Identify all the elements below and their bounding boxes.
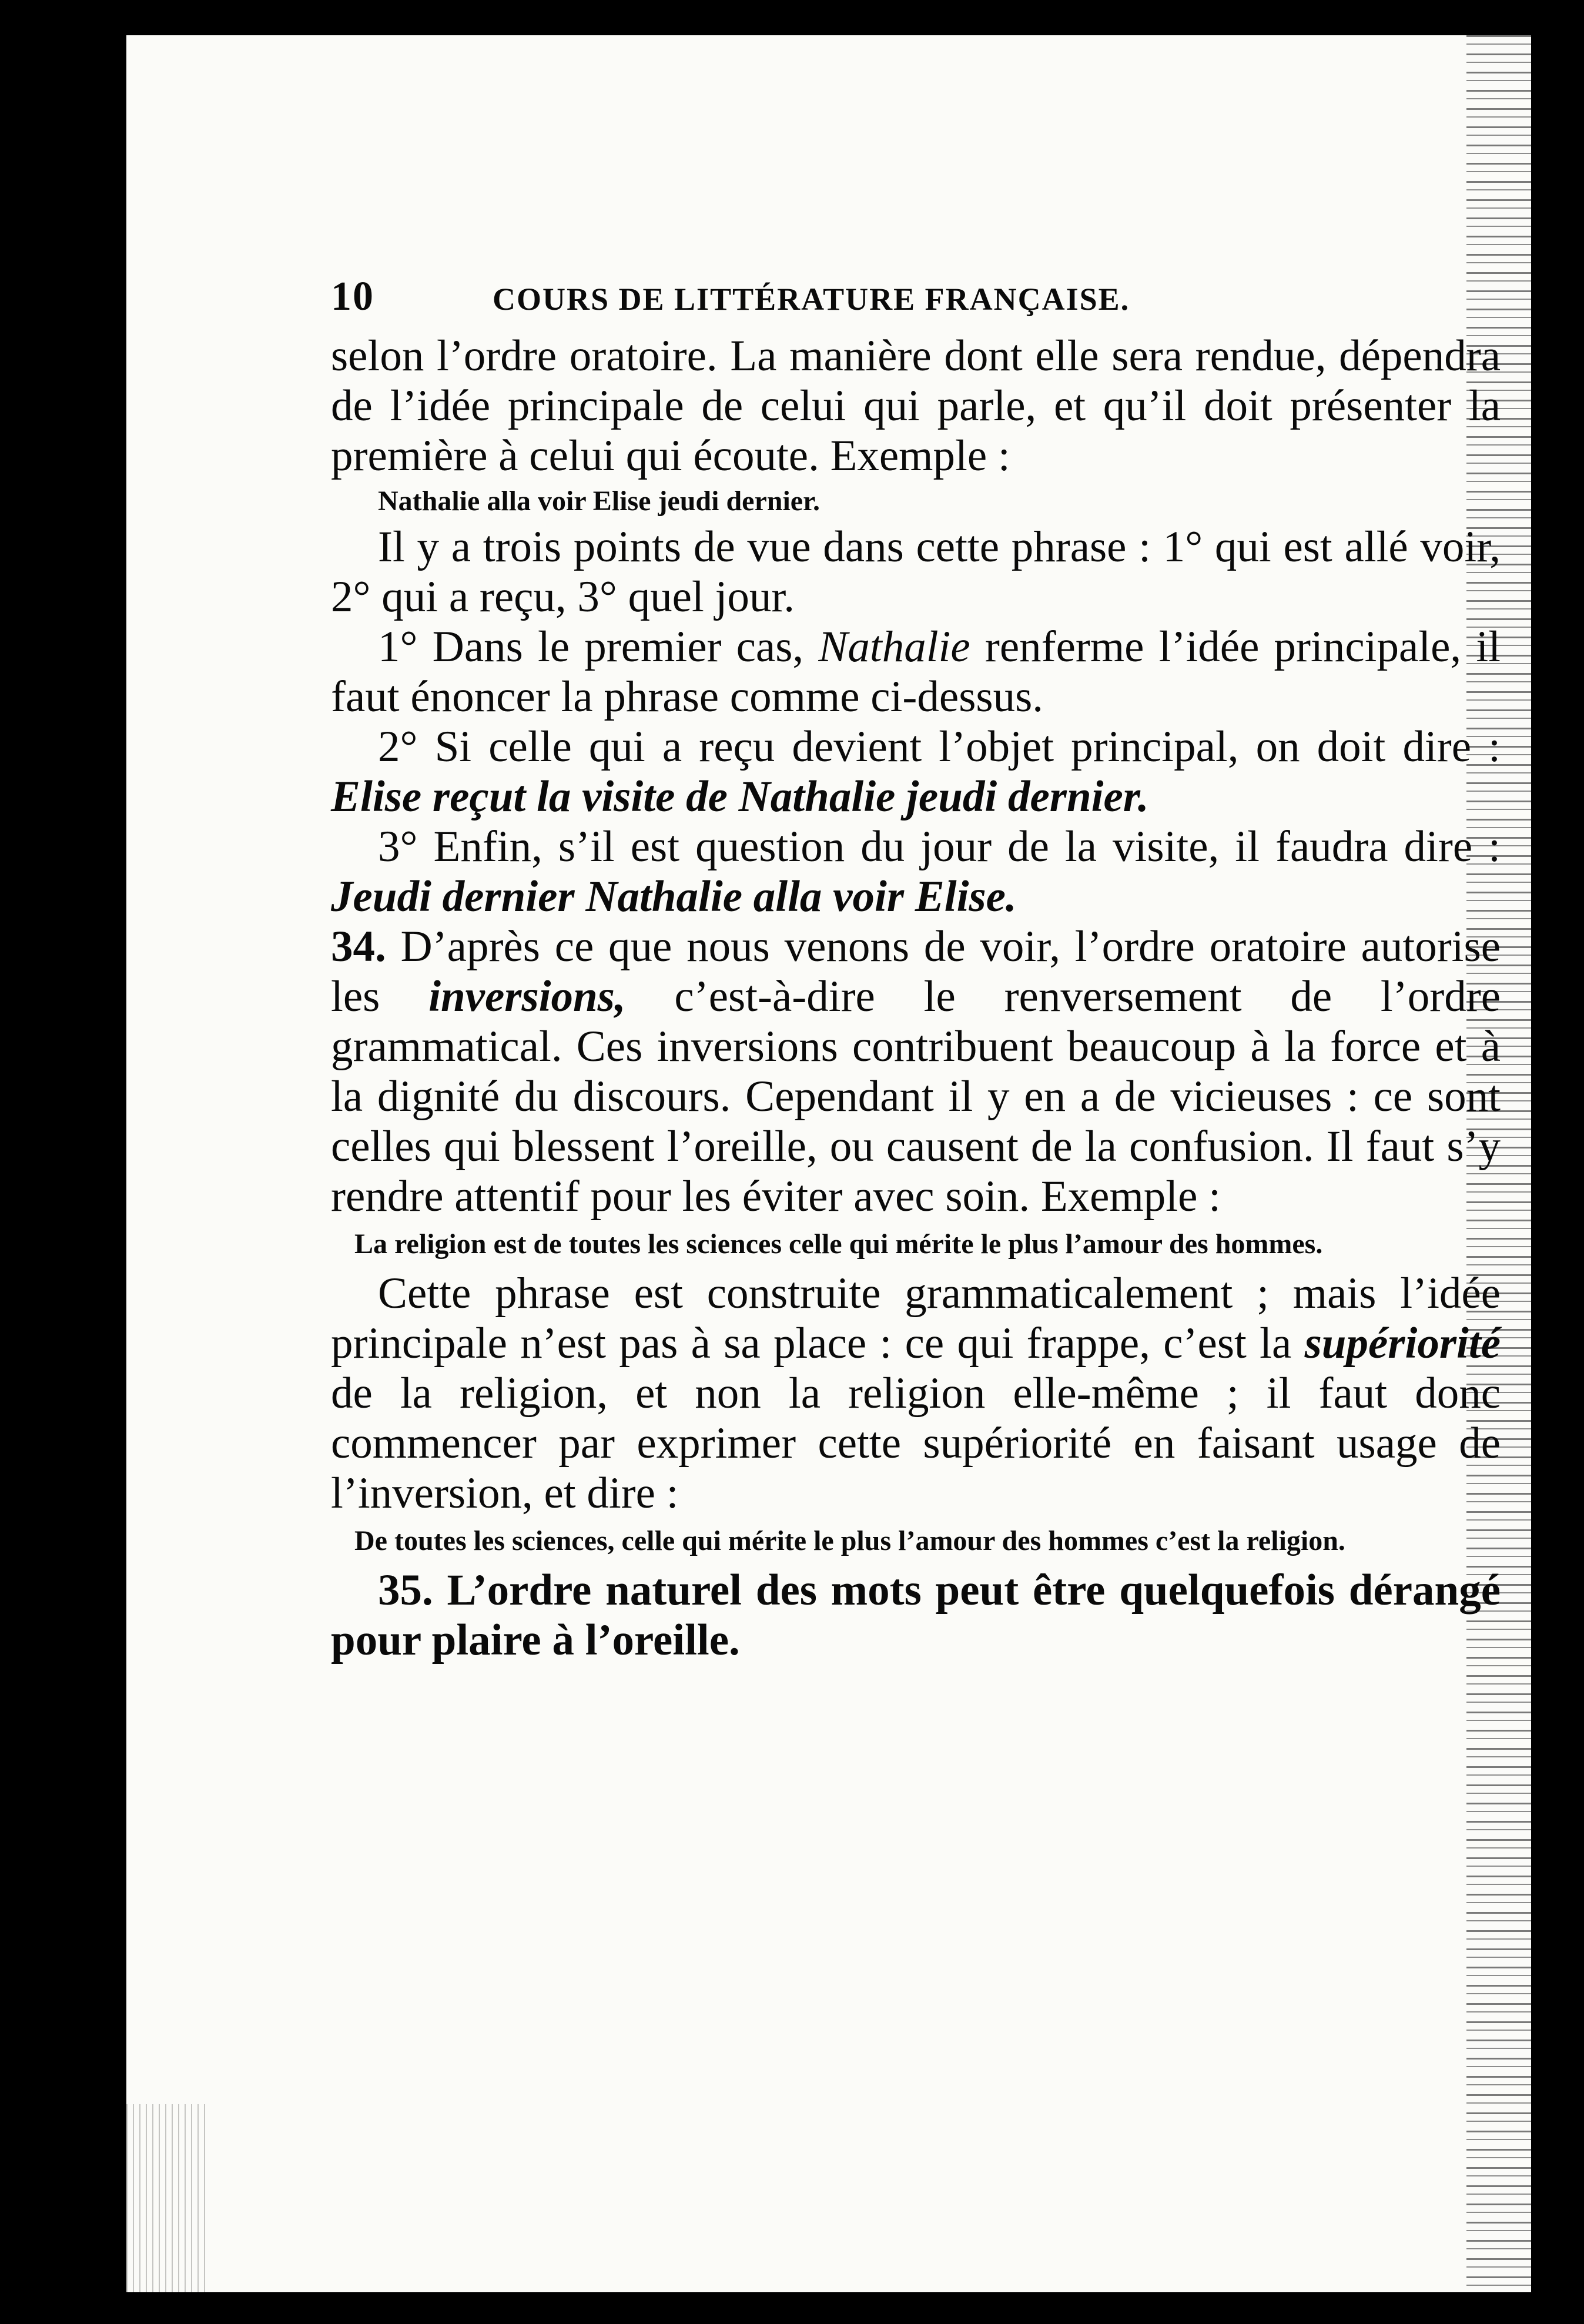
paragraph-1: selon l’ordre oratoire. La manière dont elle sera rendue, dépendra de l’idée principale de celui qui parle, et qu’il doit présenter la première à celui qui écoute. Exemple : xyxy=(331,331,1501,480)
paragraph-4-text: 2° Si celle qui a reçu devient l’objet principal, on doit dire : xyxy=(378,722,1501,771)
paragraph-7 xyxy=(331,1268,1501,1518)
paragraph-4 xyxy=(331,722,1501,822)
paragraph-6 xyxy=(331,922,1501,1221)
paragraph-3-text: 1° Dans le premier cas, xyxy=(378,622,819,671)
book-page xyxy=(126,35,1531,2292)
section-number-34: 34. xyxy=(331,922,386,971)
paragraph-6-text: D’après ce que nous venons de voir, l’ordre oratoire autorise les xyxy=(331,922,1501,1021)
paragraph-6-italic: inversions, xyxy=(428,972,626,1021)
page-number: 10 xyxy=(331,274,374,319)
running-title: COURS DE LITTÉRATURE FRANÇAISE. xyxy=(493,282,1130,317)
example-sentence-1: Nathalie alla voir Elise jeudi dernier. xyxy=(378,485,820,517)
paragraph-5-text: 3° Enfin, s’il est question du jour de la visite, il faudra dire : xyxy=(378,822,1501,871)
paragraph-7-text-end: de la religion, et non la religion elle-même ; il faut donc commencer par exprimer cette supériorité en faisant usage de l’inversion, et dire : xyxy=(331,1369,1501,1518)
paragraph-4-italic: Elise reçut la visite de Nathalie jeudi dernier. xyxy=(331,772,1149,821)
paragraph-3-italic: Nathalie xyxy=(818,622,970,671)
scan-corner-noise xyxy=(126,2104,209,2292)
paragraph-5-italic: Jeudi dernier Nathalie alla voir Elise. xyxy=(331,872,1017,921)
paragraph-7-text: Cette phrase est construite grammaticalement ; mais l’idée principale n’est pas à sa place : ce qui frappe, c’est la xyxy=(331,1269,1501,1368)
paragraph-3 xyxy=(331,622,1501,722)
paragraph-8: 35. L’ordre naturel des mots peut être quelquefois dérangé pour plaire à l’oreille. xyxy=(331,1566,1501,1665)
running-header xyxy=(331,273,1501,320)
paragraph-7-italic: supériorité xyxy=(1304,1319,1501,1368)
example-sentence-3: De toutes les sciences, celle qui mérite le plus l’amour des hommes c’est la religion. xyxy=(354,1525,1345,1556)
page-text-block xyxy=(331,273,1501,1665)
example-sentence-2: La religion est de toutes les sciences celle qui mérite le plus l’amour des hommes. xyxy=(354,1228,1323,1260)
paragraph-5 xyxy=(331,822,1501,922)
paragraph-3-text-end: renferme l’idée principale, il faut énoncer la phrase comme ci-dessus. xyxy=(331,622,1501,721)
paragraph-2: Il y a trois points de vue dans cette phrase : 1° qui est allé voir, 2° qui a reçu, 3° quel jour. xyxy=(331,523,1501,621)
paragraph-6-text-end: c’est-à-dire le renversement de l’ordre grammatical. Ces inversions contribuent beaucoup à la force et à la dignité du discours. Cependant il y en a de vicieuses : ce sont celles qui blessent l’oreille, ou causent de la confusion. Il faut s’y rendre attentif pour les éviter avec soin. Exemple : xyxy=(331,972,1501,1221)
